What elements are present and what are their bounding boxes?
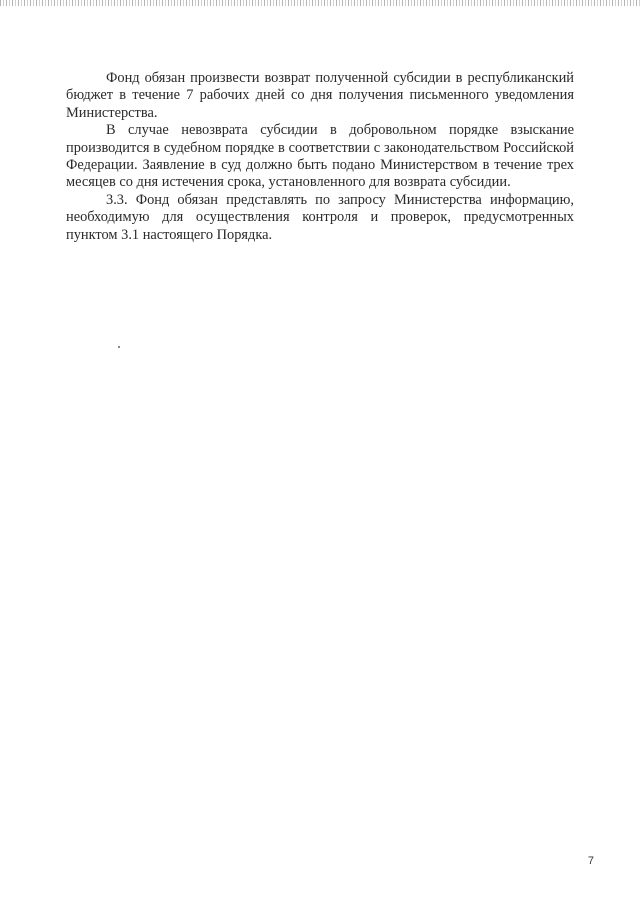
document-body [66, 70, 574, 244]
page-number: 7 [587, 855, 594, 867]
scan-edge-artifact [0, 0, 640, 6]
paragraph-court-recovery: В случае невозврата субсидии в добровольном порядке взыскание производится в судебном порядке в соответствии с законодательством Российской Федерации. Заявление в суд должно быть подано Министерством в течение трех месяцев со дня истечения срока, установленного для возврата субсидии. [66, 122, 574, 191]
scan-speck [118, 346, 120, 348]
paragraph-information-provision: 3.3. Фонд обязан представлять по запросу Министерства информацию, необходимую для осуществления контроля и проверок, предусмотренных пунктом 3.1 настоящего Порядка. [66, 191, 574, 243]
paragraph-refund-obligation: Фонд обязан произвести возврат полученной субсидии в республиканский бюджет в течение 7 рабочих дней со дня получения письменного уведомления Министерства. [66, 70, 574, 121]
